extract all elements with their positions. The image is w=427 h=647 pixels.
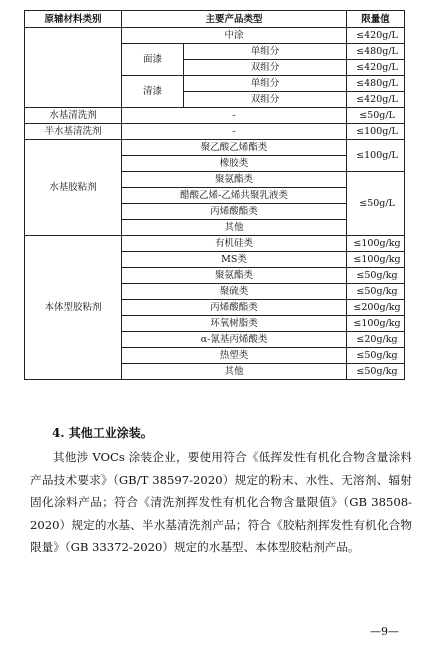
bulk-adhesive-product: 环氧树脂类 [122, 316, 347, 332]
bulk-adhesive-limit: ≤50g/kg [347, 284, 405, 300]
bulk-adhesive-product: MS类 [122, 252, 347, 268]
bulk-adhesive-limit: ≤50g/kg [347, 268, 405, 284]
bulk-adhesive-product: 聚硫类 [122, 284, 347, 300]
bulk-adhesive-limit: ≤200g/kg [347, 300, 405, 316]
header-limit: 限量值 [347, 11, 405, 28]
water-adhesive-item: 其他 [122, 220, 347, 236]
table-row [25, 140, 405, 156]
water-adhesive-item: 聚氨酯类 [122, 172, 347, 188]
middle-coat-limit: ≤420g/L [347, 28, 405, 44]
bulk-adhesive-limit: ≤100g/kg [347, 252, 405, 268]
table-row [25, 236, 405, 252]
water-adhesive-category: 水基胶粘剂 [25, 140, 122, 236]
middle-coat-cell: 中涂 [122, 28, 347, 44]
water-cleaner-product: - [122, 108, 347, 124]
bulk-adhesive-limit: ≤100g/kg [347, 316, 405, 332]
table-row [25, 124, 405, 140]
topcoat-single-cell: 单组分 [184, 44, 347, 60]
clearcoat-single-limit: ≤480g/L [347, 76, 405, 92]
bulk-adhesive-product: 有机硅类 [122, 236, 347, 252]
bulk-adhesive-product: 热塑类 [122, 348, 347, 364]
clearcoat-double-limit: ≤420g/L [347, 92, 405, 108]
body-paragraph: 其他涉 VOCs 涂装企业，要使用符合《低挥发性有机化合物含量涂料产品技术要求》（GB/T 38597-2020）规定的粉末、水性、无溶剂、辐射固化涂料产品；符合《清洗剂挥发性有机化合物含量限值》（GB 38508-2020）规定的水基、半水基清洗剂产品；符合《胶粘剂挥发性有机化合物限量》（GB 33372-2020）规定的水基型、本体型胶粘剂产品。 [30, 450, 412, 554]
semi-water-cleaner-limit: ≤100g/L [347, 124, 405, 140]
topcoat-double-limit: ≤420g/L [347, 60, 405, 76]
bulk-adhesive-limit: ≤100g/kg [347, 236, 405, 252]
water-adhesive-item: 丙烯酸酯类 [122, 204, 347, 220]
bulk-adhesive-category: 本体型胶粘剂 [25, 236, 122, 380]
topcoat-cell: 面漆 [122, 44, 184, 76]
clearcoat-single-cell: 单组分 [184, 76, 347, 92]
water-adhesive-item: 聚乙酸乙烯酯类 [122, 140, 347, 156]
table-row [25, 28, 405, 44]
water-cleaner-limit: ≤50g/L [347, 108, 405, 124]
header-category: 原辅材料类别 [25, 11, 122, 28]
water-cleaner-category: 水基清洗剂 [25, 108, 122, 124]
page-number: —9— [370, 625, 399, 638]
water-adhesive-item: 橡胶类 [122, 156, 347, 172]
voc-limits-table [24, 10, 405, 380]
table-header-row [25, 11, 405, 28]
bulk-adhesive-limit: ≤20g/kg [347, 332, 405, 348]
clearcoat-double-cell: 双组分 [184, 92, 347, 108]
water-adhesive-limit-b: ≤50g/L [347, 172, 405, 236]
water-adhesive-limit-a: ≤100g/L [347, 140, 405, 172]
bulk-adhesive-product: 聚氨酯类 [122, 268, 347, 284]
bulk-adhesive-limit: ≤50g/kg [347, 348, 405, 364]
table-row [25, 108, 405, 124]
bulk-adhesive-limit: ≤50g/kg [347, 364, 405, 380]
bulk-adhesive-product: 丙烯酸酯类 [122, 300, 347, 316]
water-adhesive-item: 醋酸乙烯-乙烯共聚乳液类 [122, 188, 347, 204]
bulk-adhesive-product: 其他 [122, 364, 347, 380]
bulk-adhesive-product: α-氰基丙烯酸类 [122, 332, 347, 348]
semi-water-cleaner-category: 半水基清洗剂 [25, 124, 122, 140]
topcoat-single-limit: ≤480g/L [347, 44, 405, 60]
topcoat-double-cell: 双组分 [184, 60, 347, 76]
coating-category-cell [25, 28, 122, 108]
semi-water-cleaner-product: - [122, 124, 347, 140]
header-product: 主要产品类型 [122, 11, 347, 28]
section-title: 4. 其他工业涂装。 [52, 426, 153, 440]
clearcoat-cell: 清漆 [122, 76, 184, 108]
